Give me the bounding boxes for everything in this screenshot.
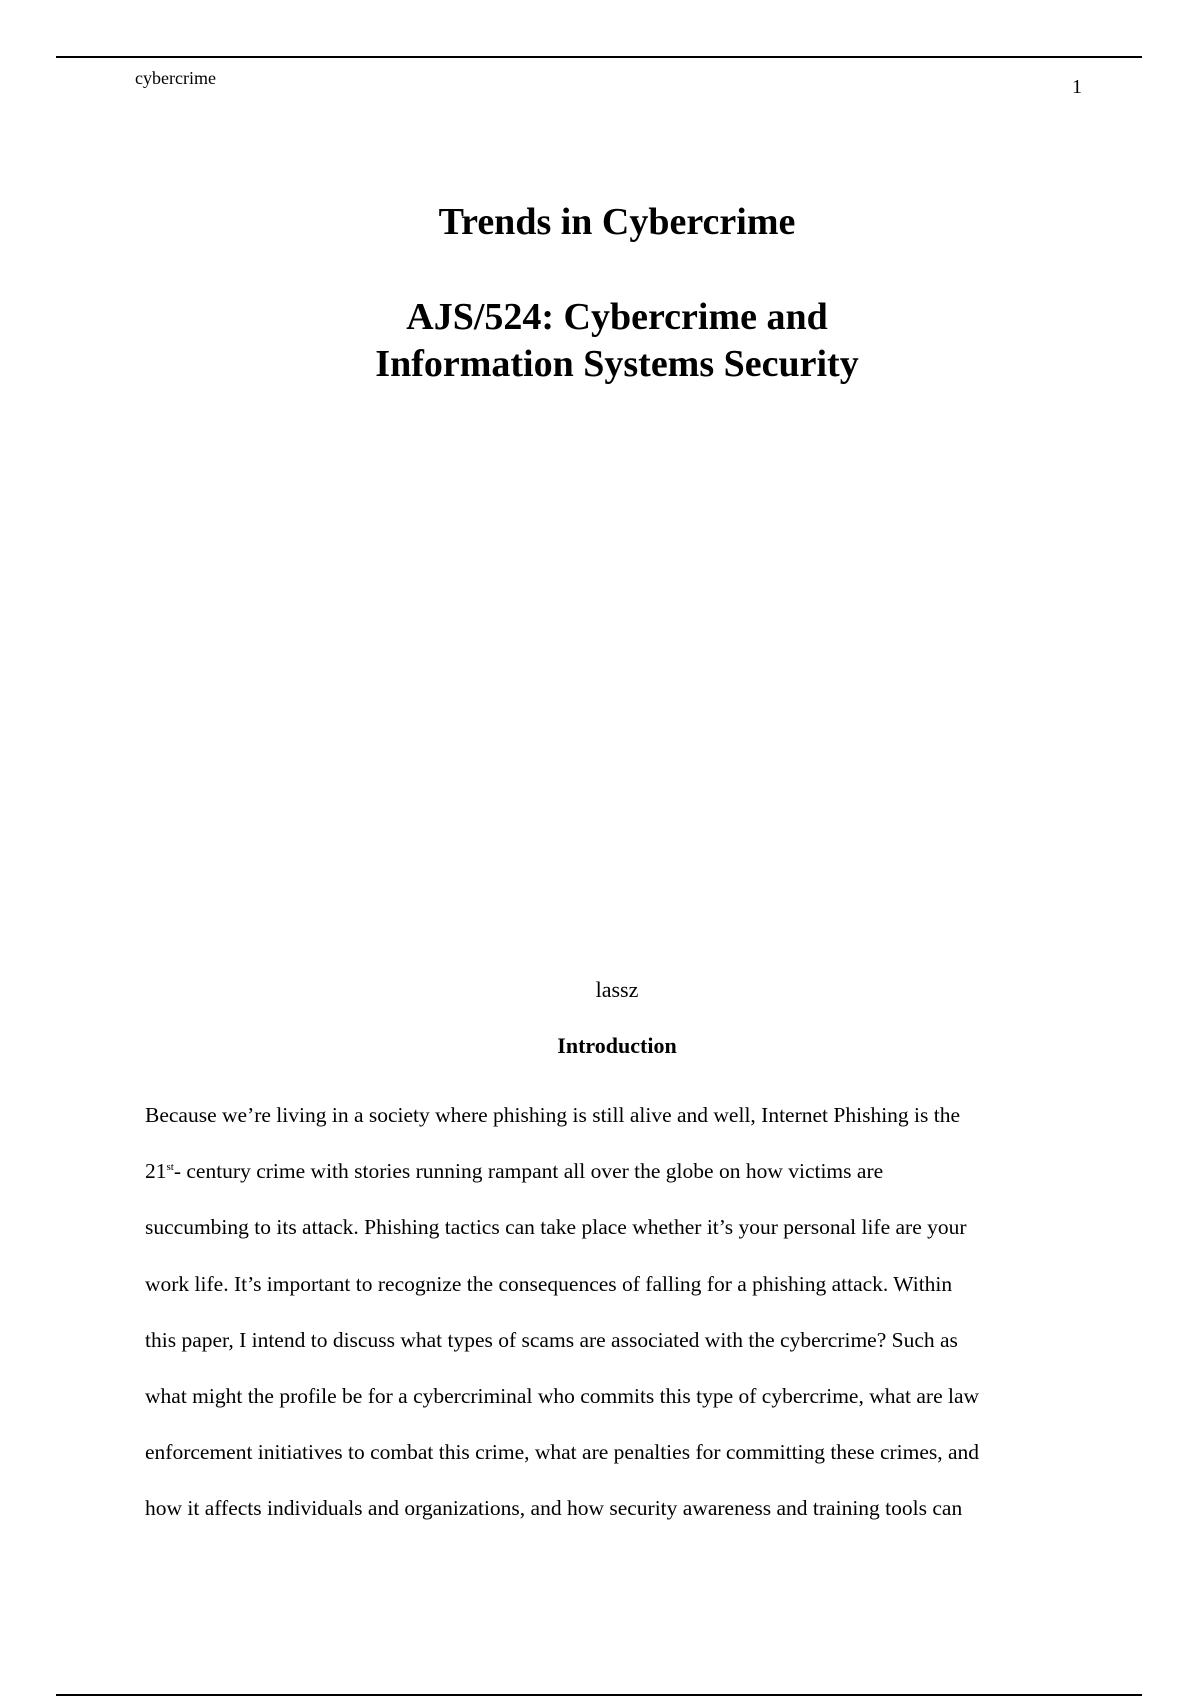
paragraph-line: this paper, I intend to discuss what types of scams are associated with the cybercrime? Such as [145,1327,958,1352]
paragraph-line: work life. It’s important to recognize the consequences of falling for a phishing attack. Within [145,1271,953,1296]
running-head: cybercrime [135,68,216,88]
paragraph-line: what might the profile be for a cybercriminal who commits this type of cybercrime, what are law [145,1384,980,1409]
header-rule [56,56,1142,58]
page-number: 1 [1072,76,1082,98]
paragraph-line: how it affects individuals and organizations, and how security awareness and training tools can [145,1496,963,1521]
paragraph-line-text: - century crime with stories running rampant all over the globe on how victims are [173,1159,884,1184]
paragraph-line: enforcement initiatives to combat this crime, what are penalties for committing these crimes, and [145,1440,980,1465]
introduction-paragraph [145,1087,1095,1537]
paragraph-line: succumbing to its attack. Phishing tactics can take place whether it’s your personal life are your [145,1215,967,1240]
paper-title: Trends in Cybercrime [438,201,796,243]
title-block [0,200,1200,388]
ordinal-superscript: st [166,1161,174,1174]
section-heading-introduction: Introduction [557,1033,677,1058]
author-name: lassz [595,977,639,1002]
paragraph-line [145,1143,1095,1199]
course-title: AJS/524: Cybercrime and Information Systems Security [375,296,859,385]
paragraph-line: Because we’re living in a society where phishing is still alive and well, Internet Phishing is the [145,1103,961,1127]
ordinal-number: 21 [145,1159,167,1184]
footer-rule [56,1694,1142,1696]
